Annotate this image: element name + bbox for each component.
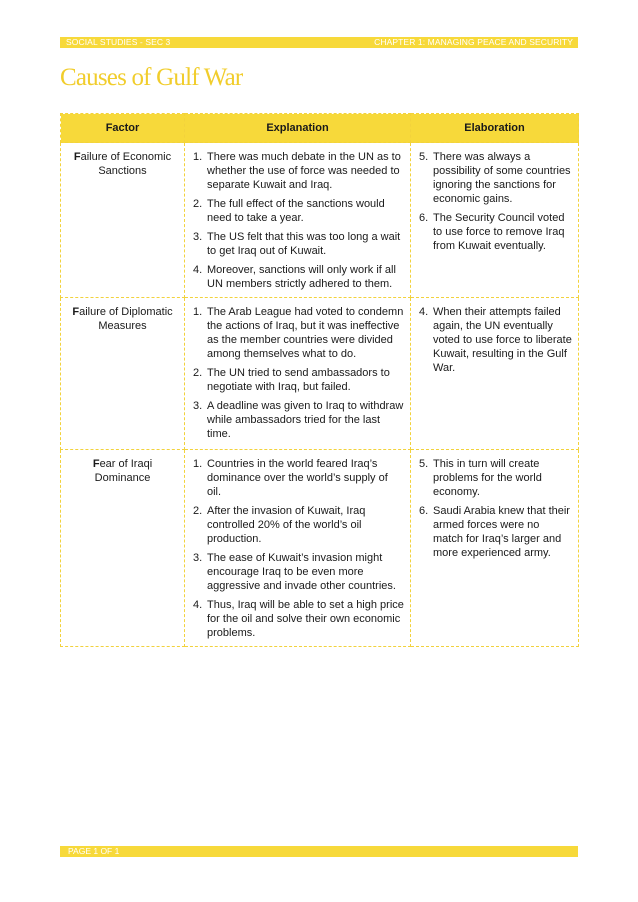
causes-table xyxy=(60,113,579,647)
item-number: 1. xyxy=(193,151,203,163)
header-chapter: CHAPTER 1: MANAGING PEACE AND SECURITY xyxy=(374,37,573,47)
item-text: Countries in the world feared Iraq’s dominance over the world’s supply of oil. xyxy=(207,458,388,498)
page-title: Causes of Gulf War xyxy=(60,64,243,91)
elaboration-cell xyxy=(411,298,579,450)
list-item xyxy=(193,551,404,593)
explanation-cell xyxy=(185,450,411,647)
item-text: The ease of Kuwait’s invasion might encourage Iraq to be even more aggressive and invade other countries. xyxy=(207,552,396,592)
header-subject: SOCIAL STUDIES - SEC 3 xyxy=(66,37,171,47)
factor-cell xyxy=(61,450,185,647)
table-row xyxy=(61,298,579,450)
item-text: The UN tried to send ambassadors to negotiate with Iraq, but failed. xyxy=(207,367,390,393)
list-item xyxy=(193,150,404,192)
factor-label: ailure of Economic Sanctions xyxy=(80,151,172,177)
item-number: 3. xyxy=(193,400,203,412)
list-item xyxy=(193,263,404,291)
list-item xyxy=(193,366,404,394)
item-number: 2. xyxy=(193,505,203,517)
factor-initial: F xyxy=(73,151,81,163)
list-item xyxy=(419,457,572,499)
explanation-cell xyxy=(185,298,411,450)
page-number: PAGE 1 OF 1 xyxy=(68,846,120,856)
explanation-cell xyxy=(185,143,411,298)
list-item xyxy=(193,305,404,361)
elaboration-cell xyxy=(411,143,579,298)
table-row xyxy=(61,143,579,298)
item-text: The Arab League had voted to condemn the actions of Iraq, but it was ineffective as the member countries were divided among themselves what to do. xyxy=(207,306,404,360)
list-item xyxy=(193,197,404,225)
item-text: Saudi Arabia knew that their armed forces were no match for Iraq’s larger and more experienced army. xyxy=(433,505,570,559)
item-text: Moreover, sanctions will only work if all UN members strictly adhered to them. xyxy=(207,264,396,290)
explanation-list xyxy=(185,143,410,297)
item-number: 5. xyxy=(419,151,429,163)
item-text: There was always a possibility of some countries ignoring the sanctions for economic gains. xyxy=(433,151,571,205)
column-header-factor: Factor xyxy=(61,114,185,143)
item-text: After the invasion of Kuwait, Iraq controlled 20% of the world’s oil production. xyxy=(207,505,366,545)
elaboration-list xyxy=(411,298,578,381)
factor-initial: F xyxy=(72,306,80,318)
list-item xyxy=(419,305,572,375)
factor-label: ailure of Diplomatic Measures xyxy=(79,306,173,332)
item-text: The full effect of the sanctions would need to take a year. xyxy=(207,198,385,224)
list-item xyxy=(419,150,572,206)
item-text: There was much debate in the UN as to whether the use of force was needed to separate Kuwait and Iraq. xyxy=(207,151,401,191)
explanation-list xyxy=(185,450,410,646)
item-text: The US felt that this was too long a wait to get Iraq out of Kuwait. xyxy=(207,231,401,257)
elaboration-list xyxy=(411,143,578,259)
list-item xyxy=(193,504,404,546)
list-item xyxy=(193,598,404,640)
item-number: 3. xyxy=(193,231,203,243)
item-text: A deadline was given to Iraq to withdraw while ambassadors tried for the last time. xyxy=(207,400,404,440)
item-number: 5. xyxy=(419,458,429,470)
factor-cell xyxy=(61,143,185,298)
item-number: 1. xyxy=(193,458,203,470)
header-bar xyxy=(60,37,578,48)
item-text: Thus, Iraq will be able to set a high price for the oil and solve their own economic problems. xyxy=(207,599,404,639)
column-header-explanation: Explanation xyxy=(185,114,411,143)
item-number: 3. xyxy=(193,552,203,564)
item-text: When their attempts failed again, the UN eventually voted to use force to liberate Kuwait, resulting in the Gulf War. xyxy=(433,306,572,374)
list-item xyxy=(193,399,404,441)
list-item xyxy=(419,504,572,560)
item-number: 6. xyxy=(419,212,429,224)
item-text: The Security Council voted to use force to remove Iraq from Kuwait eventually. xyxy=(433,212,565,252)
factor-label: ear of Iraqi Dominance xyxy=(94,458,153,484)
factor-cell xyxy=(61,298,185,450)
footer-bar xyxy=(60,846,578,857)
list-item xyxy=(193,457,404,499)
table-row xyxy=(61,450,579,647)
explanation-list xyxy=(185,298,410,447)
item-number: 2. xyxy=(193,198,203,210)
elaboration-list xyxy=(411,450,578,566)
item-text: This in turn will create problems for the world economy. xyxy=(433,458,542,498)
list-item xyxy=(419,211,572,253)
item-number: 6. xyxy=(419,505,429,517)
item-number: 4. xyxy=(193,599,203,611)
item-number: 1. xyxy=(193,306,203,318)
item-number: 4. xyxy=(193,264,203,276)
item-number: 4. xyxy=(419,306,429,318)
list-item xyxy=(193,230,404,258)
item-number: 2. xyxy=(193,367,203,379)
elaboration-cell xyxy=(411,450,579,647)
factor-initial: F xyxy=(92,458,100,470)
column-header-elaboration: Elaboration xyxy=(411,114,579,143)
table-header-row xyxy=(61,114,579,143)
